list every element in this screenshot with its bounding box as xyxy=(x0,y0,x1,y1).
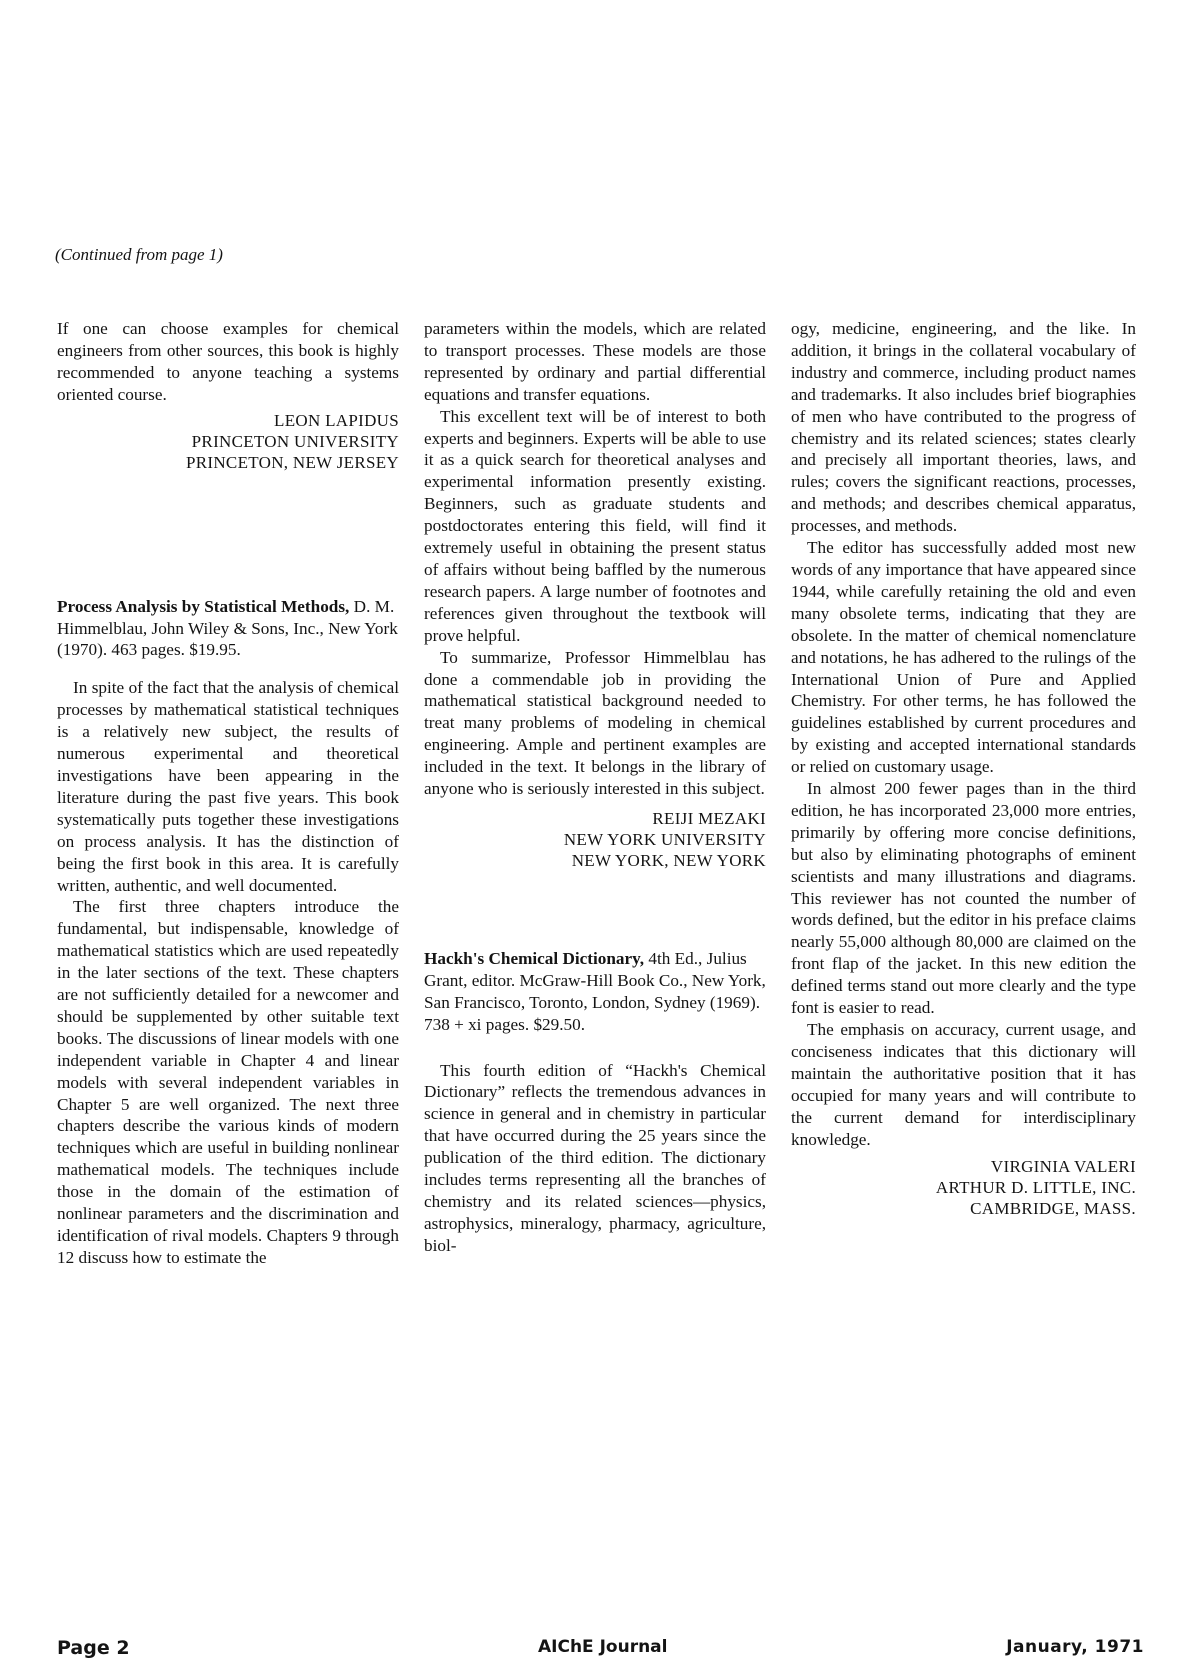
reviewer-location: PRINCETON, NEW JERSEY xyxy=(186,452,399,472)
review2-title: Process Analysis by Statistical Methods, xyxy=(57,596,350,616)
review3-paragraph: The editor has successfully added most new words of any importance that have appeared since 1944, while carefully retaining the old and even many obsolete terms, indicating that they are obsolete. In the matter of chemical nomenclature and notations, he has adhered to the rulings of the International Union of Pure and Applied Chemistry. For other terms, he has followed the guidelines established by current procedures and by existing and accepted international standards or relied on customary usage. xyxy=(791,538,1136,777)
reviewer-affiliation: ARTHUR D. LITTLE, INC. xyxy=(935,1178,1136,1198)
review3-title: Hackh's Chemical Dictionary, xyxy=(424,948,645,968)
column-2 xyxy=(424,318,766,1257)
page-number: Page 2 xyxy=(57,1637,130,1659)
review2-paragraph: In spite of the fact that the analysis of chemical processes by mathematical statistical techniques is a relatively new subject, the results of numerous experimental and theoretical investigations have been appearing in the literature during the past five years. This book systematically puts together these investigations on process analysis. It has the distinction of being the first book in this area. It is carefully written, authentic, and well documented. xyxy=(57,678,399,895)
review2-paragraph: parameters within the models, which are related to transport processes. These models are those represented by ordinary and partial differential equations and transfer equations. xyxy=(424,319,766,404)
review2-paragraph: To summarize, Professor Himmelblau has done a commendable job in providing the mathematical statistical background needed to treat many problems of modeling in chemical engineering. Ample and pertinent examples are included in the text. It belongs in the library of anyone who is seriously interested in this subject. xyxy=(424,647,766,799)
review3-paragraph: The emphasis on accuracy, current usage, and conciseness indicates that this dictionary will maintain the authoritative position that it has occupied for many years and will contribute to the current demand for interdisciplinary knowledge. xyxy=(791,1020,1136,1149)
review3-paragraph: In almost 200 fewer pages than in the third edition, he has incorporated 23,000 more entries, primarily by offering more concise definitions, but also by eliminating photographs of eminent scientists and many illustrations and diagrams. This reviewer has not counted the number of words defined, but the editor in his preface claims nearly 55,000 although 80,000 are claimed on the front flap of the jacket. In this new edition the defined terms stand out more clearly and the type font is easier to read. xyxy=(791,779,1136,1018)
review3-heading xyxy=(424,948,766,1036)
review3-paragraph: This fourth edition of “Hackh's Chemical Dictionary” reflects the tremendous advances in science in general and in chemistry in particular that have occurred during the 25 years since the publication of the third edition. The dictionary includes terms representing all the branches of chemistry and its related sciences—physics, astrophysics, mineralogy, pharmacy, agriculture, biol- xyxy=(424,1060,766,1255)
issue-date: January, 1971 xyxy=(1006,1637,1144,1657)
review2-citation: D. M. Himmelblau, John Wiley & Sons, Inc., New York (1970). 463 pages. $19.95. xyxy=(57,596,398,660)
review1-signature xyxy=(57,410,399,473)
review2-paragraph: This excellent text will be of interest to both experts and beginners. Experts will be able to use it as a quick search for theoretical analyses and experimental information presently existing. Beginners, such as graduate students and postdoctorates entering this field, will find it extremely useful in obtaining the present status of affairs without being baffled by the numerous research papers. A large number of footnotes and references given throughout the textbook will prove helpful. xyxy=(424,406,766,645)
reviewer-affiliation: PRINCETON UNIVERSITY xyxy=(191,431,399,451)
reviewer-name: VIRGINIA VALERI xyxy=(990,1157,1136,1177)
review3-paragraph: ogy, medicine, engineering, and the like. In addition, it brings in the collateral vocabulary of industry and commerce, including product names and trademarks. It also includes brief biographies of men who have contributed to the progress of chemistry and its related sciences; states clearly and precisely all important theories, laws, and rules; covers the significant reactions, processes, and methods; and describes chemical apparatus, processes, and methods. xyxy=(791,319,1136,536)
review3-signature xyxy=(791,1156,1136,1219)
reviewer-location: CAMBRIDGE, MASS. xyxy=(970,1199,1136,1219)
review2-heading xyxy=(57,596,399,662)
review1-ending: If one can choose examples for chemical engineers from other sources, this book is highly recommended to anyone teaching a systems oriented course. xyxy=(57,319,399,404)
continued-note: (Continued from page 1) xyxy=(55,245,223,264)
column-3 xyxy=(791,318,1136,1219)
review2-paragraph: The first three chapters introduce the fundamental, but indispensable, knowledge of mathematical statistics which are used repeatedly in the later sections of the text. These chapters are not sufficiently detailed for a newcomer and should be supplemented by other suitable text books. The discussions of linear models with one independent variable in Chapter 4 and linear models with several independent variables in Chapter 5 are well organized. The next three chapters describe the various kinds of modern techniques which are useful in building nonlinear mathematical models. The techniques include those in the domain of the estimation of nonlinear parameters and the discrimination and identification of rival models. Chapters 9 through 12 discuss how to estimate the xyxy=(57,897,399,1267)
column-1 xyxy=(57,318,399,1269)
reviewer-location: NEW YORK, NEW YORK xyxy=(571,850,766,870)
review3-citation: 4th Ed., Julius Grant, editor. McGraw-Hill Book Co., New York, San Francisco, Toronto, London, Sydney (1969). 738 + xi pages. $29.50. xyxy=(424,948,766,1034)
reviewer-name: LEON LAPIDUS xyxy=(274,410,399,430)
reviewer-affiliation: NEW YORK UNIVERSITY xyxy=(563,829,766,849)
review2-signature xyxy=(424,808,766,871)
reviewer-name: REIJI MEZAKI xyxy=(652,808,766,828)
journal-name: AIChE Journal xyxy=(538,1637,668,1657)
